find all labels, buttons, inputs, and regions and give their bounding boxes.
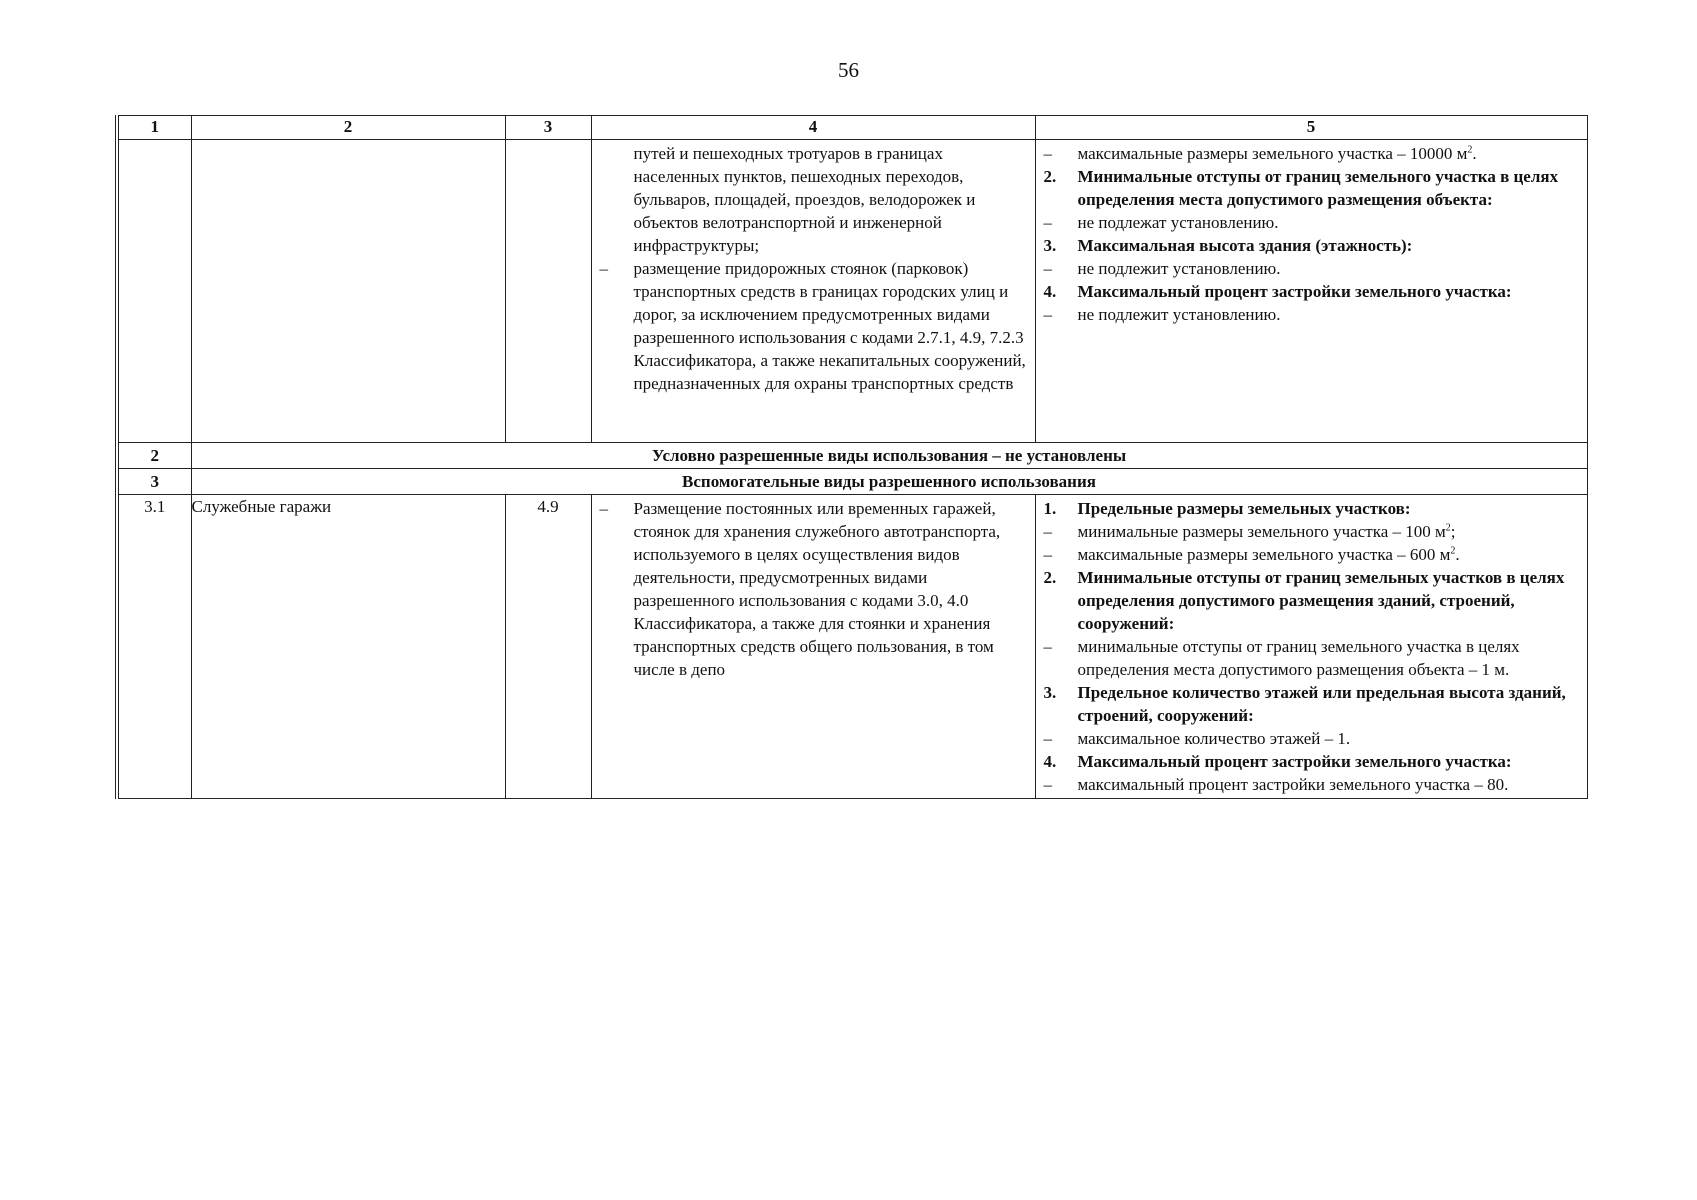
row-3-1-name: Служебные гаражи (191, 495, 505, 799)
list-text (1078, 211, 1583, 234)
list-text-main: не подлежит установлению. (1077, 259, 1281, 278)
list-text (1078, 520, 1583, 543)
list-item (1044, 303, 1583, 326)
list-item (600, 142, 1031, 257)
list-text-main: не подлежат установлению. (1077, 213, 1279, 232)
list-text-main: максимальные размеры земельного участка – 10000 м (1077, 144, 1468, 163)
list-marker: 4. (1043, 282, 1057, 301)
list-marker: – (1043, 305, 1052, 324)
list-marker: – (1043, 144, 1052, 163)
cont-description-list (592, 140, 1035, 397)
list-item (1044, 635, 1583, 681)
list-text (1078, 750, 1583, 773)
list-text-main: максимальный процент застройки земельного участка – 80. (1077, 775, 1509, 794)
list-marker: – (1043, 637, 1052, 656)
row-3-1-description-list (592, 495, 1035, 683)
list-text-main: минимальные размеры земельного участка – 100 м (1077, 522, 1446, 541)
cont-cell-5 (1035, 140, 1587, 443)
list-text (1078, 681, 1583, 727)
list-text (634, 142, 1031, 257)
list-item (1044, 165, 1583, 211)
row-3-1-parameters (1035, 495, 1587, 799)
list-marker: 2. (1043, 167, 1057, 186)
list-text-tail: . (1455, 545, 1460, 564)
list-item (1044, 211, 1583, 234)
list-item (1044, 257, 1583, 280)
list-text (1078, 234, 1583, 257)
list-text-main: максимальные размеры земельного участка – 600 м (1077, 545, 1451, 564)
list-marker: – (1043, 729, 1052, 748)
superscript: 2 (1467, 144, 1473, 156)
list-marker: 4. (1043, 752, 1057, 771)
list-text-main: Предельные размеры земельных участков: (1077, 499, 1411, 518)
list-marker: 3. (1043, 683, 1057, 702)
list-text-main: Размещение постоянных или временных гаражей, стоянок для хранения служебного автотранспорта, используемого в целях осуществления видов деятельности, предусмотренных видами разрешенного использования с кодами 3.0, 4.0 Классификатора, а также для стоянки и хранения транспортных средств общего пользования, в том числе в депо (633, 499, 1001, 679)
list-item (600, 497, 1031, 681)
list-text-main: не подлежит установлению. (1077, 305, 1281, 324)
header-row (117, 116, 1587, 140)
list-item (1044, 497, 1583, 520)
list-text (1078, 257, 1583, 280)
header-col-4: 4 (591, 116, 1035, 140)
row-3-1-description (591, 495, 1035, 799)
page-number: 56 (838, 58, 859, 82)
cont-cell-1 (117, 140, 191, 443)
list-text-main: Максимальный процент застройки земельного участка: (1077, 282, 1512, 301)
row-3-1 (117, 495, 1587, 799)
list-item (1044, 681, 1583, 727)
row-3-1-parameters-list (1036, 495, 1587, 798)
list-marker: 3. (1043, 236, 1057, 255)
list-text (634, 497, 1031, 681)
list-text-main: Максимальная высота здания (этажность): (1077, 236, 1413, 255)
list-text-main: Максимальный процент застройки земельного участка: (1077, 752, 1512, 771)
list-item (1044, 727, 1583, 750)
section-3-num: 3 (117, 469, 191, 495)
list-item (1044, 234, 1583, 257)
list-text (1078, 497, 1583, 520)
list-marker: 2. (1043, 568, 1057, 587)
list-text-main: максимальное количество этажей – 1. (1077, 729, 1351, 748)
list-text (1078, 727, 1583, 750)
list-text-main: путей и пешеходных тротуаров в границах населенных пунктов, пешеходных переходов, бульваров, площадей, проездов, велодорожек и объектов велотранспортной и инженерной инфраструктуры; (633, 144, 976, 255)
list-item (600, 257, 1031, 395)
list-text (1078, 142, 1583, 165)
list-text-main: минимальные отступы от границ земельного участка в целях определения места допустимого размещения объекта – 1 м. (1077, 637, 1520, 679)
list-marker: – (1043, 213, 1052, 232)
list-marker: – (599, 259, 608, 278)
cont-parameters-list (1036, 140, 1587, 328)
row-3-1-num: 3.1 (117, 495, 191, 799)
list-item (1044, 142, 1583, 165)
list-text-main: Минимальные отступы от границ земельного участка в целях определения места допустимого размещения объекта: (1077, 167, 1559, 209)
list-marker: – (1043, 259, 1052, 278)
list-text-tail: . (1472, 144, 1477, 163)
list-item (1044, 520, 1583, 543)
section-2-title: Условно разрешенные виды использования – не установлены (191, 443, 1587, 469)
list-item (1044, 773, 1583, 796)
list-item (1044, 280, 1583, 303)
row-3-1-code: 4.9 (505, 495, 591, 799)
list-marker: 1. (1043, 499, 1057, 518)
section-2-num: 2 (117, 443, 191, 469)
list-item (1044, 750, 1583, 773)
list-text (1078, 165, 1583, 211)
list-text (1078, 566, 1583, 635)
superscript: 2 (1450, 545, 1456, 557)
section-2-row (117, 443, 1587, 469)
list-text (1078, 773, 1583, 796)
list-text (634, 257, 1031, 395)
list-marker (600, 142, 634, 257)
continuation-row (117, 140, 1587, 443)
header-col-5: 5 (1035, 116, 1587, 140)
section-3-row (117, 469, 1587, 495)
list-marker: – (1043, 775, 1052, 794)
list-item (1044, 566, 1583, 635)
regulations-table (115, 115, 1588, 799)
list-text-tail: ; (1450, 522, 1456, 541)
cont-cell-3 (505, 140, 591, 443)
list-item (1044, 543, 1583, 566)
list-marker: – (1043, 522, 1052, 541)
cont-cell-2 (191, 140, 505, 443)
header-col-2: 2 (191, 116, 505, 140)
header-col-3: 3 (505, 116, 591, 140)
list-text (1078, 280, 1583, 303)
section-3-title: Вспомогательные виды разрешенного использования (191, 469, 1587, 495)
list-marker: – (599, 499, 608, 518)
list-marker: – (1043, 545, 1052, 564)
header-col-1: 1 (117, 116, 191, 140)
list-text-main: Предельное количество этажей или предельная высота зданий, строений, сооружений: (1077, 683, 1566, 725)
list-text (1078, 635, 1583, 681)
cont-cell-4 (591, 140, 1035, 443)
list-text (1078, 543, 1583, 566)
superscript: 2 (1445, 522, 1451, 534)
list-text-main: размещение придорожных стоянок (парковок) транспортных средств в границах городских улиц и дорог, за исключением предусмотренных видами разрешенного использования с кодами 2.7.1, 4.9, 7.2.3 Классификатора, а также некапитальных сооружений, предназначенных для охраны транспортных средств (633, 259, 1026, 393)
list-text (1078, 303, 1583, 326)
list-text-main: Минимальные отступы от границ земельных участков в целях определения допустимого размещения зданий, строений, сооружений: (1077, 568, 1565, 633)
